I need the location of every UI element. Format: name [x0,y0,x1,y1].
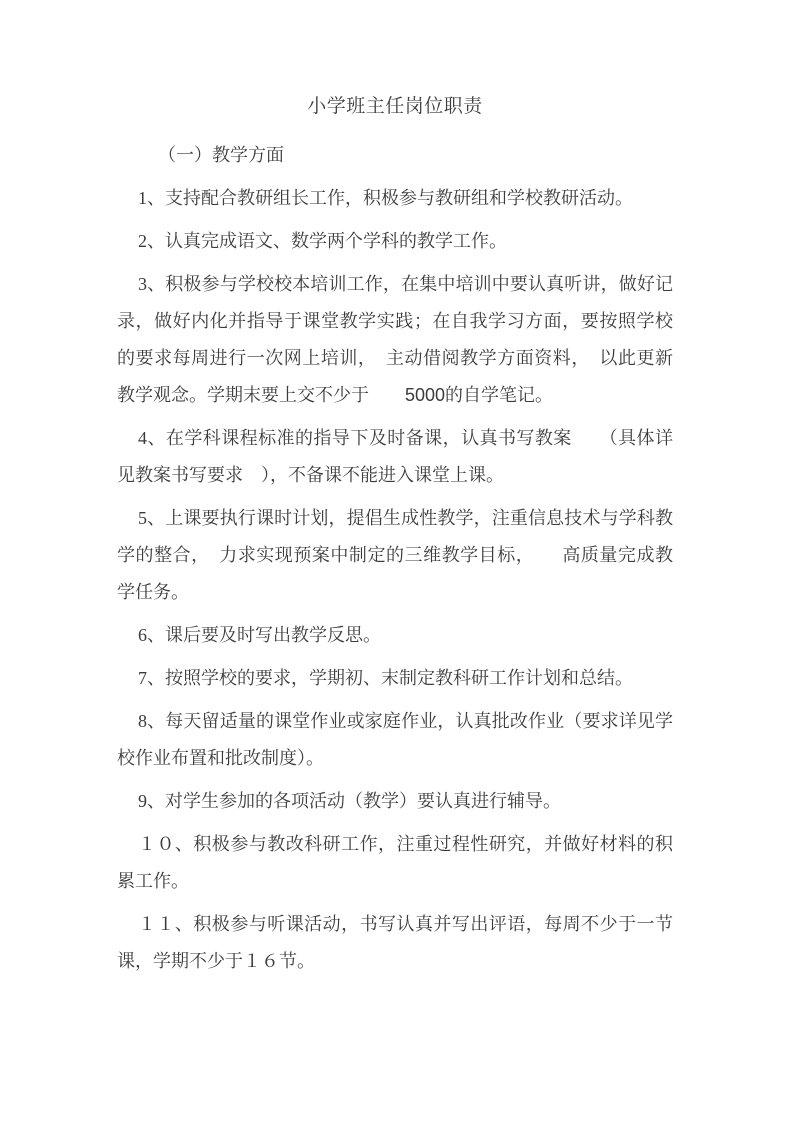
document-body [117,180,673,980]
text-run: 3、积极参与学校校本培训工作，在集中培训中要认真听讲，做好记录，做好内化并指导于课堂教学实践；在自我学习方面，要按照学校的要求每周进行一次网上培训， 主动借阅教学方面资料， 以此更新教学观念。学期末要上交不少于 [117,274,673,405]
paragraph [117,826,673,900]
text-run: １０、积极参与教改科研工作，注重过程性研究，并做好材料的积累工作。 [117,834,673,891]
section-heading: （一）教学方面 [158,145,284,165]
text-run: 1、支持配合教研组长工作，积极参与教研组和学校教研活动。 [138,188,633,208]
text-run: 的自学笔记。 [445,385,554,405]
paragraph [117,783,673,820]
text-run: 8、每天留适量的课堂作业或家庭作业，认真批改作业（要求详见学校作业布置和批改制度）。 [117,711,673,768]
text-run: 9、对学生参加的各项活动（教学）要认真进行辅导。 [138,791,561,811]
paragraph [117,703,673,777]
paragraph [117,420,673,494]
paragraph [117,906,673,980]
document-title: 小学班主任岗位职责 [307,96,483,117]
paragraph [117,617,673,654]
paragraph [117,180,673,217]
paragraph [117,266,673,414]
paragraph [117,660,673,697]
paragraph [117,500,673,611]
text-run: 5、上课要执行课时计划，提倡生成性教学，注重信息技术与学科教学的整合， 力求实现预案中制定的三维教学目标， 高质量完成教学任务。 [117,508,673,602]
numeric-run: 5000 [405,385,446,405]
text-run: １１、积极参与听课活动，书写认真并写出评语，每周不少于一节课，学期不少于１６节。 [117,914,673,971]
paragraph [117,223,673,260]
text-run: 2、认真完成语文、数学两个学科的教学工作。 [138,231,507,251]
text-run: 6、课后要及时写出教学反思。 [138,625,381,645]
text-run: 4、在学科课程标准的指导下及时备课，认真书写教案 （具体详见教案书写要求 ），不备课不能进入课堂上课。 [117,428,673,485]
text-run: 7、按照学校的要求，学期初、末制定教科研工作计划和总结。 [138,668,633,688]
